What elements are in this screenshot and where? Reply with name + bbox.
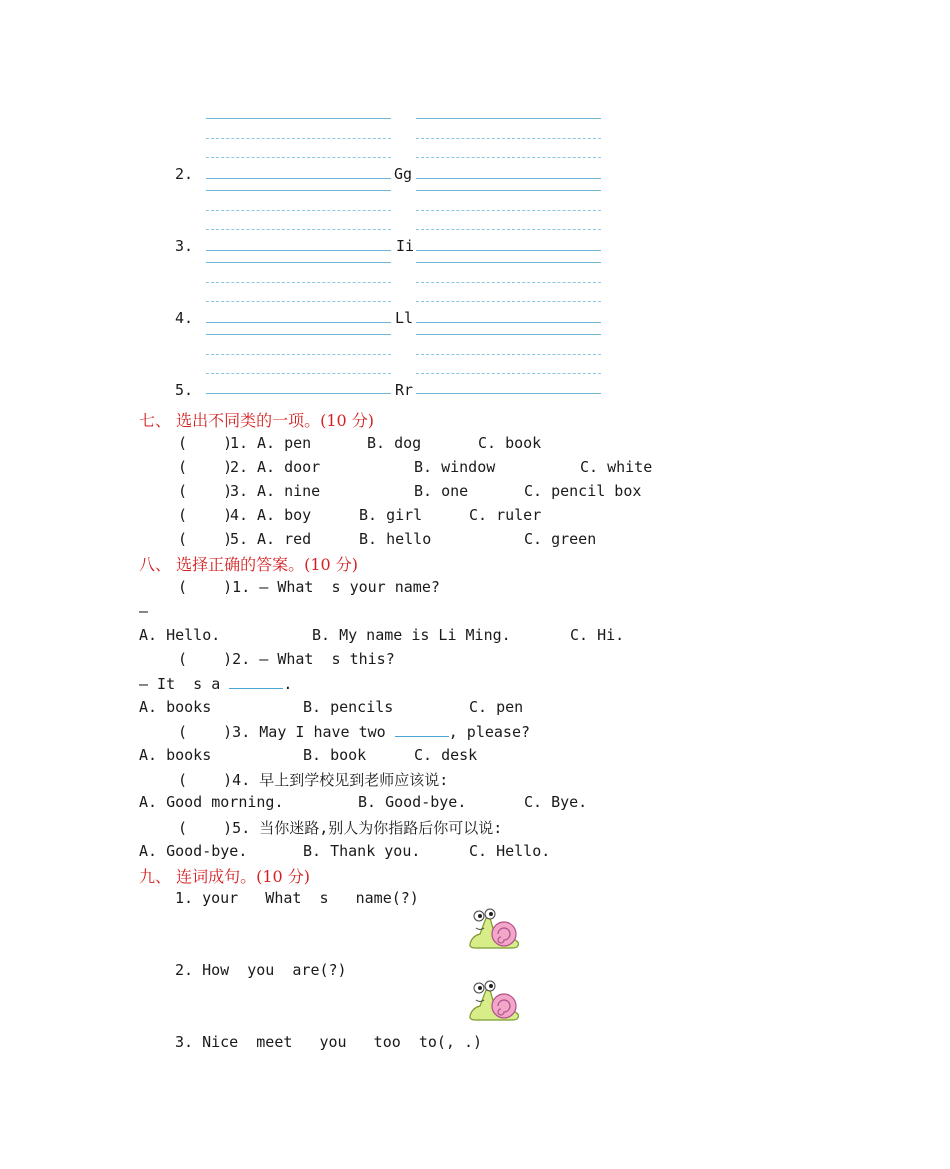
writing-line [206, 250, 391, 251]
question-reply [139, 674, 292, 693]
option-b: B. one [414, 482, 469, 500]
option-a: A. books [139, 746, 212, 764]
option-c: C. pencil box [524, 482, 642, 500]
writing-letter: Ll [395, 309, 414, 327]
option-a: A. pen [257, 434, 312, 452]
writing-line [416, 354, 601, 355]
option-c: C. green [524, 530, 597, 548]
writing-line [206, 178, 391, 179]
writing-line [206, 334, 391, 335]
writing-letter: Rr [395, 381, 414, 399]
writing-line [416, 373, 601, 374]
list-item: 3. Nice meet you too to(, .) [175, 1033, 483, 1051]
writing-line [416, 250, 601, 251]
answer-paren[interactable]: ( ) [178, 530, 233, 548]
writing-letter: Ii [396, 237, 415, 255]
answer-paren[interactable]: ( ) [178, 458, 233, 476]
writing-line [206, 322, 391, 323]
section-9-title: 九、 连词成句。(10 分) [139, 867, 311, 886]
writing-line [416, 138, 601, 139]
writing-line [416, 190, 601, 191]
writing-line [416, 262, 601, 263]
option-a: A. door [257, 458, 321, 476]
option-a: A. Hello. [139, 626, 221, 644]
item-number: 3. [230, 482, 249, 500]
option-c: C. desk [414, 746, 478, 764]
writing-line [206, 282, 391, 283]
snail-icon [466, 906, 522, 952]
writing-line [416, 210, 601, 211]
option-b: B. Good-bye. [358, 793, 467, 811]
option-c: C. pen [469, 698, 524, 716]
writing-line [206, 210, 391, 211]
writing-line [416, 157, 601, 158]
option-c: C. Bye. [524, 793, 588, 811]
writing-line [206, 229, 391, 230]
writing-line [206, 157, 391, 158]
section-7-title: 七、 选出不同类的一项。(10 分) [139, 411, 375, 430]
answer-paren[interactable]: ( ) [178, 482, 233, 500]
writing-item-number: 5. [175, 381, 194, 399]
writing-line [416, 322, 601, 323]
option-b: B. window [414, 458, 496, 476]
writing-line [416, 301, 601, 302]
question-stem [178, 722, 530, 741]
reply-end: . [283, 675, 293, 693]
writing-line [416, 334, 601, 335]
question-stem: ( )1. — What s your name? [178, 578, 440, 596]
stem-end: , please? [448, 723, 531, 741]
option-b: B. book [303, 746, 367, 764]
question-stem: ( )2. — What s this? [178, 650, 395, 668]
writing-item-number: 3. [175, 237, 194, 255]
writing-line [206, 354, 391, 355]
writing-line [206, 262, 391, 263]
writing-line [206, 190, 391, 191]
option-a: A. nine [257, 482, 321, 500]
fill-blank[interactable] [229, 674, 283, 689]
option-a: A. Good-bye. [139, 842, 248, 860]
option-c: C. book [478, 434, 542, 452]
option-c: C. Hello. [469, 842, 551, 860]
writing-item-number: 4. [175, 309, 194, 327]
writing-line [206, 118, 391, 119]
question-reply: — [139, 602, 149, 620]
writing-line [416, 118, 601, 119]
item-number: 5. [230, 530, 249, 548]
writing-item-number: 2. [175, 165, 194, 183]
answer-paren[interactable]: ( ) [178, 506, 233, 524]
writing-line [416, 393, 601, 394]
item-number: 4. [230, 506, 249, 524]
item-number: 1. [230, 434, 249, 452]
reply-text: — It s a [139, 675, 230, 693]
question-stem: ( )5. 当你迷路,别人为你指路后你可以说: [178, 819, 503, 837]
item-number: 2. [230, 458, 249, 476]
writing-line [416, 282, 601, 283]
writing-line [416, 178, 601, 179]
writing-line [206, 393, 391, 394]
list-item: 1. your What s name(?) [175, 889, 419, 907]
writing-line [206, 373, 391, 374]
option-b: B. Thank you. [303, 842, 421, 860]
option-b: B. girl [359, 506, 423, 524]
writing-line [416, 229, 601, 230]
question-stem: ( )4. 早上到学校见到老师应该说: [178, 771, 449, 789]
option-c: C. ruler [469, 506, 542, 524]
answer-paren[interactable]: ( ) [178, 434, 233, 452]
writing-line [206, 138, 391, 139]
option-a: A. Good morning. [139, 793, 284, 811]
writing-line [206, 301, 391, 302]
option-a: A. books [139, 698, 212, 716]
list-item: 2. How you are(?) [175, 961, 347, 979]
option-b: B. My name is Li Ming. [312, 626, 511, 644]
option-a: A. boy [257, 506, 312, 524]
option-b: B. hello [359, 530, 432, 548]
option-a: A. red [257, 530, 312, 548]
snail-icon [466, 978, 522, 1024]
option-b: B. dog [367, 434, 422, 452]
fill-blank[interactable] [395, 722, 449, 737]
section-8-title: 八、 选择正确的答案。(10 分) [139, 555, 359, 574]
writing-letter: Gg [394, 165, 413, 183]
option-b: B. pencils [303, 698, 394, 716]
stem-text: ( )3. May I have two [178, 723, 395, 741]
option-c: C. white [580, 458, 653, 476]
option-c: C. Hi. [570, 626, 625, 644]
